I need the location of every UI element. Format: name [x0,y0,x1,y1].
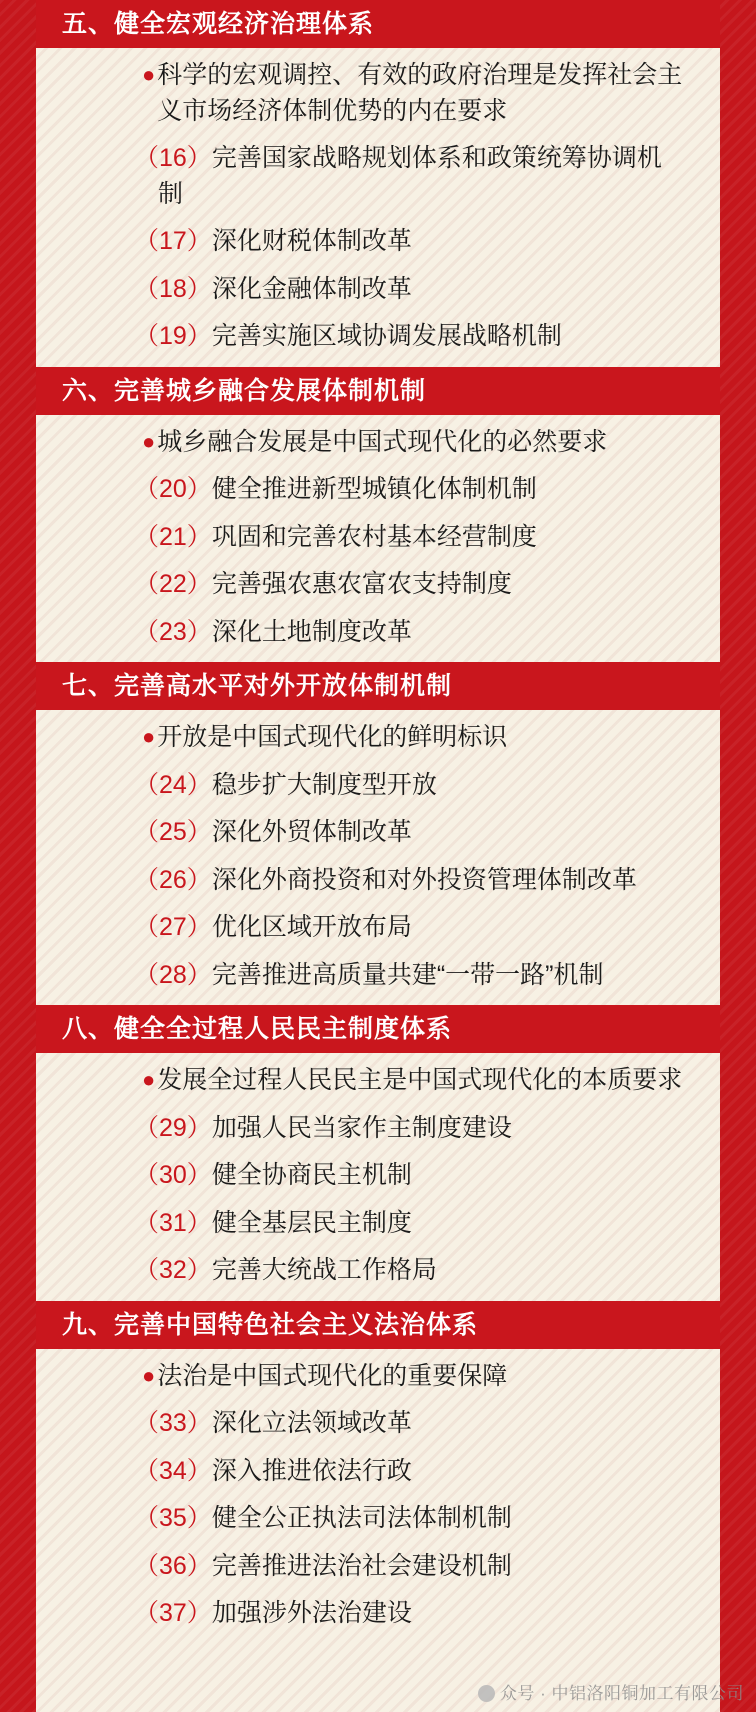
numbered-item [58,1253,698,1289]
numbered-item [58,910,698,946]
bullet-item-text: 发展全过程人民民主是中国式现代化的本质要求 [157,1066,683,1094]
numbered-item-text: 优化区域开放布局 [211,913,412,941]
numbered-item [58,815,698,851]
numbered-item [58,958,698,994]
section-header: 九、完善中国特色社会主义法治体系 [36,1301,720,1349]
section-header: 五、健全宏观经济治理体系 [36,0,720,48]
numbered-item-number: （27） [134,913,212,941]
numbered-item-number: （25） [134,818,212,846]
numbered-item-number: （16） [134,144,212,172]
bullet-dot-icon: ● [142,428,156,454]
numbered-item-text: 健全推进新型城镇化体制机制 [211,475,537,503]
bullet-dot-icon: ● [142,1362,156,1388]
bullet-dot-icon: ● [142,1067,156,1092]
section-header: 六、完善城乡融合发展体制机制 [36,367,720,415]
bullet-item [58,1063,698,1099]
numbered-item-number: （37） [134,1599,212,1627]
numbered-item-number: （32） [134,1256,212,1284]
numbered-item-number: （29） [134,1113,212,1142]
numbered-item-text: 加强人民当家作主制度建设 [211,1113,512,1142]
numbered-item-number: （19） [134,322,212,350]
bullet-item [58,58,698,129]
numbered-item-text: 巩固和完善农村基本经营制度 [211,522,537,551]
numbered-item-text: 健全公正执法司法体制机制 [211,1504,512,1532]
numbered-item-number: （22） [134,570,212,598]
numbered-item [58,1501,698,1537]
numbered-item-text: 深化外商投资和对外投资管理体制改革 [211,865,637,894]
section-body [36,425,720,651]
numbered-item [58,1206,698,1242]
numbered-item-number: （21） [134,522,212,551]
section-body [36,720,720,993]
numbered-item-text: 深化立法领域改革 [211,1409,412,1437]
numbered-item-text: 完善强农惠农富农支持制度 [211,570,512,598]
numbered-item-text: 深化金融体制改革 [211,274,412,303]
numbered-item [58,1596,698,1632]
numbered-item-number: （33） [134,1409,212,1437]
numbered-item-text: 加强涉外法治建设 [211,1599,412,1627]
numbered-item-number: （20） [134,475,212,503]
numbered-item-number: （28） [134,960,212,989]
numbered-item [58,1406,698,1442]
bullet-item-text: 法治是中国式现代化的重要保障 [157,1361,508,1390]
numbered-item-number: （31） [134,1208,212,1237]
numbered-item-number: （30） [134,1161,212,1189]
bullet-item-text: 开放是中国式现代化的鲜明标识 [157,723,508,751]
section-header: 八、健全全过程人民民主制度体系 [36,1005,720,1053]
section-body [36,58,720,355]
numbered-item-number: （18） [134,274,212,303]
numbered-item [58,472,698,508]
bullet-item [58,720,698,756]
numbered-item [58,567,698,603]
bullet-item-text: 城乡融合发展是中国式现代化的必然要求 [157,427,608,456]
numbered-item [58,520,698,556]
numbered-item [58,1549,698,1585]
watermark [478,1679,744,1704]
numbered-item [58,272,698,308]
numbered-item-text: 完善国家战略规划体系和政策统筹协调机制 [158,144,662,208]
numbered-item [58,141,698,212]
numbered-item-text: 深入推进依法行政 [211,1456,412,1485]
section-header: 七、完善高水平对外开放体制机制 [36,662,720,710]
numbered-item-text: 稳步扩大制度型开放 [211,770,437,799]
numbered-item [58,863,698,899]
numbered-item-number: （36） [134,1551,212,1580]
numbered-item-text: 完善推进法治社会建设机制 [211,1551,512,1580]
numbered-item-number: （26） [134,865,212,894]
numbered-item-text: 深化土地制度改革 [211,617,412,646]
numbered-item [58,224,698,260]
numbered-item-number: （23） [134,617,212,646]
numbered-item-text: 深化外贸体制改革 [211,818,412,846]
numbered-item-number: （34） [134,1456,212,1485]
bullet-dot-icon: ● [142,62,156,87]
section-body [36,1063,720,1289]
bullet-item [58,425,698,461]
numbered-item [58,1158,698,1194]
numbered-item-number: （35） [134,1504,212,1532]
numbered-item-text: 深化财税体制改革 [211,227,412,255]
numbered-item [58,615,698,651]
numbered-item-number: （24） [134,770,212,799]
numbered-item-text: 完善实施区域协调发展战略机制 [211,322,562,350]
bullet-dot-icon: ● [142,724,156,749]
numbered-item [58,319,698,355]
bullet-item-text: 科学的宏观调控、有效的政府治理是发挥社会主义市场经济体制优势的内在要求 [157,61,683,125]
watermark-text: 众号 · 中铝洛阳铜加工有限公司 [499,1684,744,1703]
numbered-item [58,1111,698,1147]
numbered-item-text: 健全基层民主制度 [211,1208,412,1237]
numbered-item-number: （17） [134,227,212,255]
numbered-item-text: 完善大统战工作格局 [211,1256,437,1284]
document-content [36,0,720,1712]
bullet-item [58,1359,698,1395]
numbered-item [58,768,698,804]
numbered-item-text: 健全协商民主机制 [211,1161,412,1189]
watermark-logo-icon [478,1685,495,1702]
numbered-item [58,1454,698,1490]
section-body [36,1359,720,1632]
numbered-item-text: 完善推进高质量共建“一带一路”机制 [211,960,604,989]
